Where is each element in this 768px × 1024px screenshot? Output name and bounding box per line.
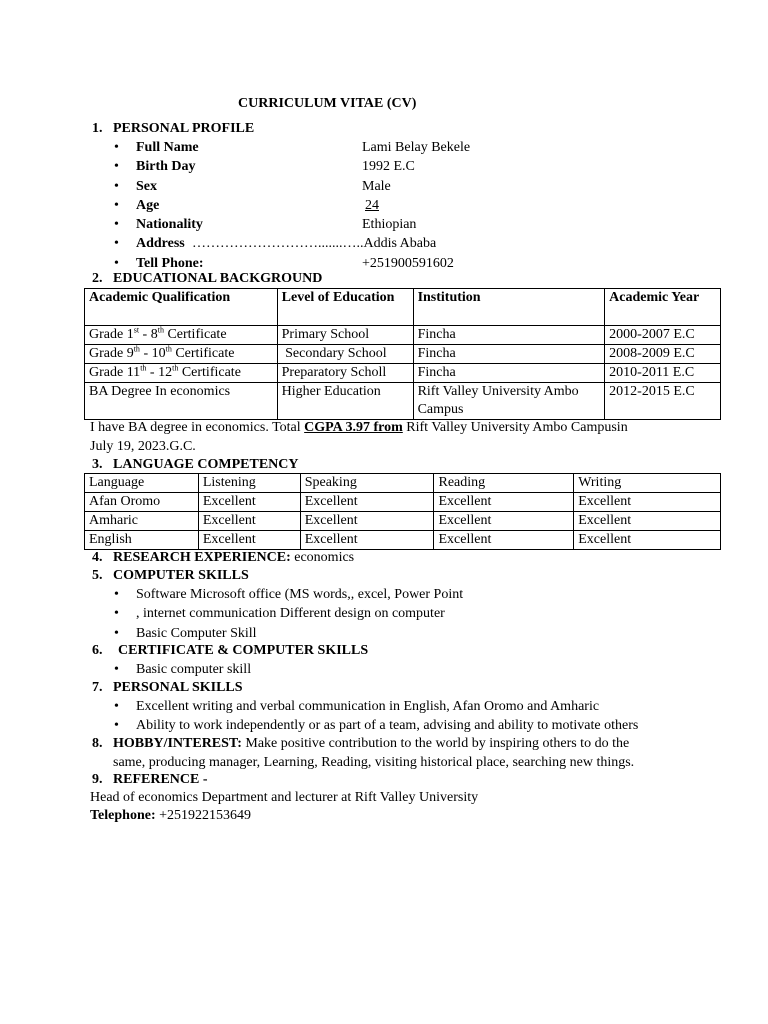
education-note-date: July 19, 2023.G.C. (90, 439, 196, 454)
list-item: • Basic computer skill (114, 662, 252, 677)
table-row (85, 493, 721, 512)
table-cell: BA Degree In economics (85, 383, 278, 420)
table-cell: Higher Education (277, 383, 413, 420)
list-item: • Basic Computer Skill (114, 625, 257, 641)
table-header-row (85, 474, 721, 493)
table-cell: Preparatory Scholl (277, 364, 413, 383)
profile-birth-day: • Birth Day 1992 E.C (114, 159, 415, 175)
language-table (84, 473, 721, 550)
section-personal-profile: 1. PERSONAL PROFILE (92, 121, 255, 136)
section-computer-skills: 5. COMPUTER SKILLS (92, 568, 249, 583)
profile-age: • Age 24 (114, 197, 379, 213)
table-cell: Afan Oromo (85, 493, 199, 512)
table-cell: Excellent (574, 493, 721, 512)
table-cell: 2010-2011 E.C (605, 364, 721, 383)
table-row (85, 383, 721, 420)
table-cell: Excellent (574, 512, 721, 531)
section-reference: 9. REFERENCE - (92, 772, 208, 787)
table-row (85, 364, 721, 383)
table-cell: Grade 9th - 10th Certificate (85, 345, 278, 364)
table-row (85, 345, 721, 364)
table-cell: Excellent (574, 531, 721, 550)
header-cell: Speaking (300, 474, 434, 493)
table-cell: Excellent (198, 512, 300, 531)
reference-description: Head of economics Department and lecturer at Rift Valley University (90, 790, 479, 805)
section-educational-background: 2. EDUCATIONAL BACKGROUND (92, 271, 323, 286)
table-cell: Fincha (413, 326, 605, 345)
table-cell: Fincha (413, 345, 605, 364)
table-row (85, 512, 721, 531)
table-row (85, 531, 721, 550)
section-personal-skills: 7. PERSONAL SKILLS (92, 680, 243, 695)
header-cell: Reading (434, 474, 574, 493)
table-row (85, 326, 721, 345)
table-cell: Excellent (198, 493, 300, 512)
table-header-row (85, 289, 721, 326)
certificate-skills-list (114, 661, 251, 680)
personal-skills-list (114, 698, 638, 737)
table-cell: Grade 11th - 12th Certificate (85, 364, 278, 383)
table-cell: Excellent (300, 512, 434, 531)
profile-sex: • Sex Male (114, 178, 391, 194)
table-cell: Excellent (434, 531, 574, 550)
table-cell: 2008-2009 E.C (605, 345, 721, 364)
table-cell: Primary School (277, 326, 413, 345)
header-cell: Academic Year (605, 289, 721, 326)
section-language-competency: 3. LANGUAGE COMPETENCY (92, 457, 299, 472)
section-hobby-interest: 8. HOBBY/INTEREST: Make positive contribution to the world by inspiring others to do the (92, 736, 630, 751)
header-cell: Academic Qualification (85, 289, 278, 326)
hobby-interest-continued: same, producing manager, Learning, Reading, visiting historical place, searching new things. (113, 755, 635, 770)
section-certificate-skills: 6. CERTIFICATE & COMPUTER SKILLS (92, 643, 369, 658)
table-cell: Rift Valley University Ambo Campus (413, 383, 605, 420)
table-cell: English (85, 531, 199, 550)
document-title: CURRICULUM VITAE (CV) (238, 96, 417, 111)
header-cell: Listening (198, 474, 300, 493)
profile-phone: • Tell Phone: +251900591602 (114, 255, 454, 271)
table-cell: Excellent (300, 531, 434, 550)
header-cell: Language (85, 474, 199, 493)
table-cell: 2012-2015 E.C (605, 383, 721, 420)
header-cell: Institution (413, 289, 605, 326)
personal-profile-list (114, 139, 514, 274)
table-cell: Grade 1st - 8th Certificate (85, 326, 278, 345)
profile-full-name: • Full Name Lami Belay Bekele (114, 140, 471, 155)
table-cell: Excellent (434, 493, 574, 512)
education-note: I have BA degree in economics. Total CGPA 3.97 from Rift Valley University Ambo Campusin (90, 420, 628, 435)
list-item: • Software Microsoft office (MS words,, excel, Power Point (114, 587, 464, 602)
header-cell: Level of Education (277, 289, 413, 326)
table-cell: Fincha (413, 364, 605, 383)
education-table (84, 288, 721, 420)
table-cell: Secondary School (277, 345, 413, 364)
table-cell: Amharic (85, 512, 199, 531)
profile-nationality: • Nationality Ethiopian (114, 217, 417, 233)
header-cell: Writing (574, 474, 721, 493)
list-item: • Ability to work independently or as part of a team, advising and ability to motivate others (114, 718, 639, 734)
reference-telephone: Telephone: +251922153649 (90, 808, 252, 823)
computer-skills-list (114, 586, 463, 644)
list-item: • , internet communication Different design on computer (114, 606, 445, 622)
table-cell: Excellent (434, 512, 574, 531)
profile-address: • Address ……………………….......…..Addis Ababa (114, 236, 437, 252)
table-cell: Excellent (198, 531, 300, 550)
list-item: • Excellent writing and verbal communication in English, Afan Oromo and Amharic (114, 699, 600, 714)
section-research-experience: 4. RESEARCH EXPERIENCE: economics (92, 550, 355, 565)
table-cell: 2000-2007 E.C (605, 326, 721, 345)
table-cell: Excellent (300, 493, 434, 512)
